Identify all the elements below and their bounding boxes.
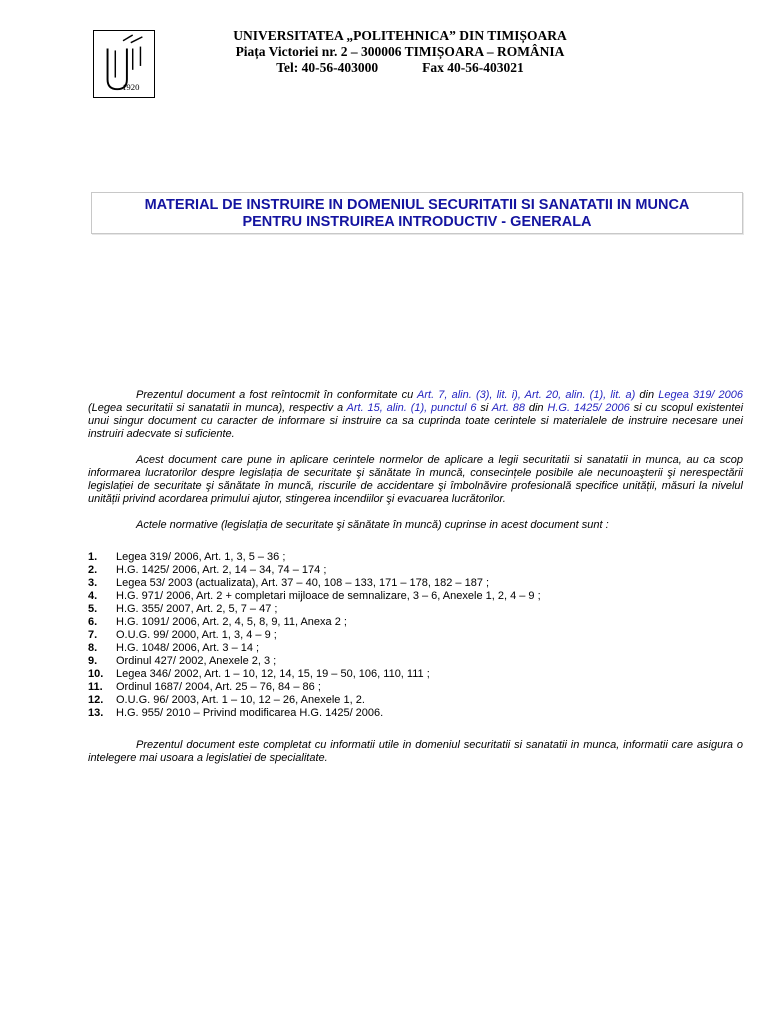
list-item-text: H.G. 1048/ 2006, Art. 3 – 14 ; (116, 642, 260, 654)
list-item-text: H.G. 1425/ 2006, Art. 2, 14 – 34, 74 – 174 ; (116, 564, 327, 576)
list-item (88, 642, 541, 655)
text-run: Prezentul document a fost reîntocmit în conformitate cu (136, 389, 418, 401)
list-item (88, 681, 541, 694)
fax-number: Fax 40-56-403021 (422, 60, 524, 75)
legal-reference-link[interactable]: Art. 15, alin. (1), punctul 6 (346, 402, 477, 414)
list-item-number: 12. (88, 694, 104, 706)
list-item-text: Ordinul 427/ 2002, Anexele 2, 3 ; (116, 655, 277, 667)
list-item-number: 9. (88, 655, 98, 667)
list-item (88, 668, 541, 681)
list-item (88, 603, 541, 616)
list-item-number: 13. (88, 707, 104, 719)
list-item (88, 616, 541, 629)
list-item-number: 10. (88, 668, 104, 680)
upt-logo-icon (94, 31, 154, 97)
closing-paragraph: Prezentul document este completat cu informatii utile in domeniul securitatii si sanatatii in munca, informatii care asigura o intelegere mai usoara a legislatiei de specialitate. (88, 739, 743, 764)
list-item-number: 3. (88, 577, 98, 589)
list-item (88, 655, 541, 668)
logo-year: 1920 (122, 82, 140, 93)
list-item-number: 8. (88, 642, 98, 654)
list-item-text: O.U.G. 96/ 2003, Art. 1 – 10, 12 – 26, Anexele 1, 2. (116, 694, 365, 706)
text-run: (Legea securitatii si sanatatii in munca), respectiv a (88, 402, 347, 414)
list-item-number: 6. (88, 616, 98, 628)
list-item (88, 694, 541, 707)
list-item-text: H.G. 1091/ 2006, Art. 2, 4, 5, 8, 9, 11, Anexa 2 ; (116, 616, 347, 628)
list-item (88, 707, 541, 720)
document-title-line2: PENTRU INSTRUIREA INTRODUCTIV - GENERALA (242, 214, 592, 230)
list-item-text: Ordinul 1687/ 2004, Art. 25 – 76, 84 – 86 ; (116, 681, 321, 693)
list-item-text: H.G. 355/ 2007, Art. 2, 5, 7 – 47 ; (116, 603, 278, 615)
letterhead (180, 28, 620, 76)
list-item-text: Legea 346/ 2002, Art. 1 – 10, 12, 14, 15, 19 – 50, 106, 110, 111 ; (116, 668, 430, 680)
intro-paragraph-2: Acest document care pune in aplicare cerintele normelor de aplicare a legii securitatii si sanatatii in munca, au ca scop informarea lucratorilor despre legislația de securitate şi sănătate în muncă, consecințele posibile ale necunoaşterii şi nerespectării legislației de securitate şi sănătate în muncă, riscurile de accidentare şi îmbolnăvire profesională specifice unității, măsuri la nivelul unității privind acordarea primului ajutor, stingerea incendiilor şi evacuarea lucrătorilor. (88, 454, 743, 505)
list-item-number: 4. (88, 590, 98, 602)
list-item-text: Legea 319/ 2006, Art. 1, 3, 5 – 36 ; (116, 551, 286, 563)
list-item-text: H.G. 955/ 2010 – Privind modificarea H.G. 1425/ 2006. (116, 707, 384, 719)
legal-reference-link[interactable]: Art. 7, alin. (3), lit. i), Art. 20, alin. (1), lit. a) (417, 389, 636, 401)
list-item (88, 629, 541, 642)
list-item-text: O.U.G. 99/ 2000, Art. 1, 3, 4 – 9 ; (116, 629, 277, 641)
list-item-number: 2. (88, 564, 98, 576)
normative-acts-list (88, 551, 541, 720)
list-item-text: H.G. 971/ 2006, Art. 2 + completari mijloace de semnalizare, 3 – 6, Anexele 1, 2, 4 – 9 ; (116, 590, 541, 602)
university-logo (93, 30, 155, 98)
intro-section (88, 389, 743, 532)
university-address: Piața Victoriei nr. 2 – 300006 TIMIȘOARA – ROMÂNIA (235, 44, 565, 59)
contact-line (180, 60, 620, 76)
list-item-number: 7. (88, 629, 98, 641)
phone-number: Tel: 40-56-403000 (276, 60, 379, 75)
text-run: din (635, 389, 659, 401)
legal-reference-link[interactable]: H.G. 1425/ 2006 (547, 402, 630, 414)
text-run: din (525, 402, 548, 414)
list-item (88, 551, 541, 564)
intro-paragraph-1 (88, 389, 743, 441)
list-item (88, 590, 541, 603)
list-item (88, 577, 541, 590)
text-run: si (476, 402, 492, 414)
document-title-box (91, 192, 743, 234)
text-run: si cu scopul existentei unui singur document cu caracter de informare si instruire ca sa cuprinda toate cerintele si materialele de instruire necesare unei instruiri adecvate si suficiente. (88, 402, 744, 440)
university-name: UNIVERSITATEA „POLITEHNICA” DIN TIMIȘOARA (233, 28, 567, 43)
intro-paragraph-3: Actele normative (legislația de securitate şi sănătate în muncă) cuprinse in acest document sunt : (136, 519, 609, 531)
list-item-number: 1. (88, 551, 98, 563)
legal-reference-link[interactable]: Art. 88 (491, 402, 525, 414)
legal-reference-link[interactable]: Legea 319/ 2006 (658, 389, 744, 401)
closing-section (88, 739, 743, 765)
document-title-line1: MATERIAL DE INSTRUIRE IN DOMENIUL SECURITATII SI SANATATII IN MUNCA (144, 197, 690, 213)
list-item-number: 5. (88, 603, 98, 615)
list-item (88, 564, 541, 577)
list-item-text: Legea 53/ 2003 (actualizata), Art. 37 – 40, 108 – 133, 171 – 178, 182 – 187 ; (116, 577, 490, 589)
list-item-number: 11. (88, 681, 103, 693)
